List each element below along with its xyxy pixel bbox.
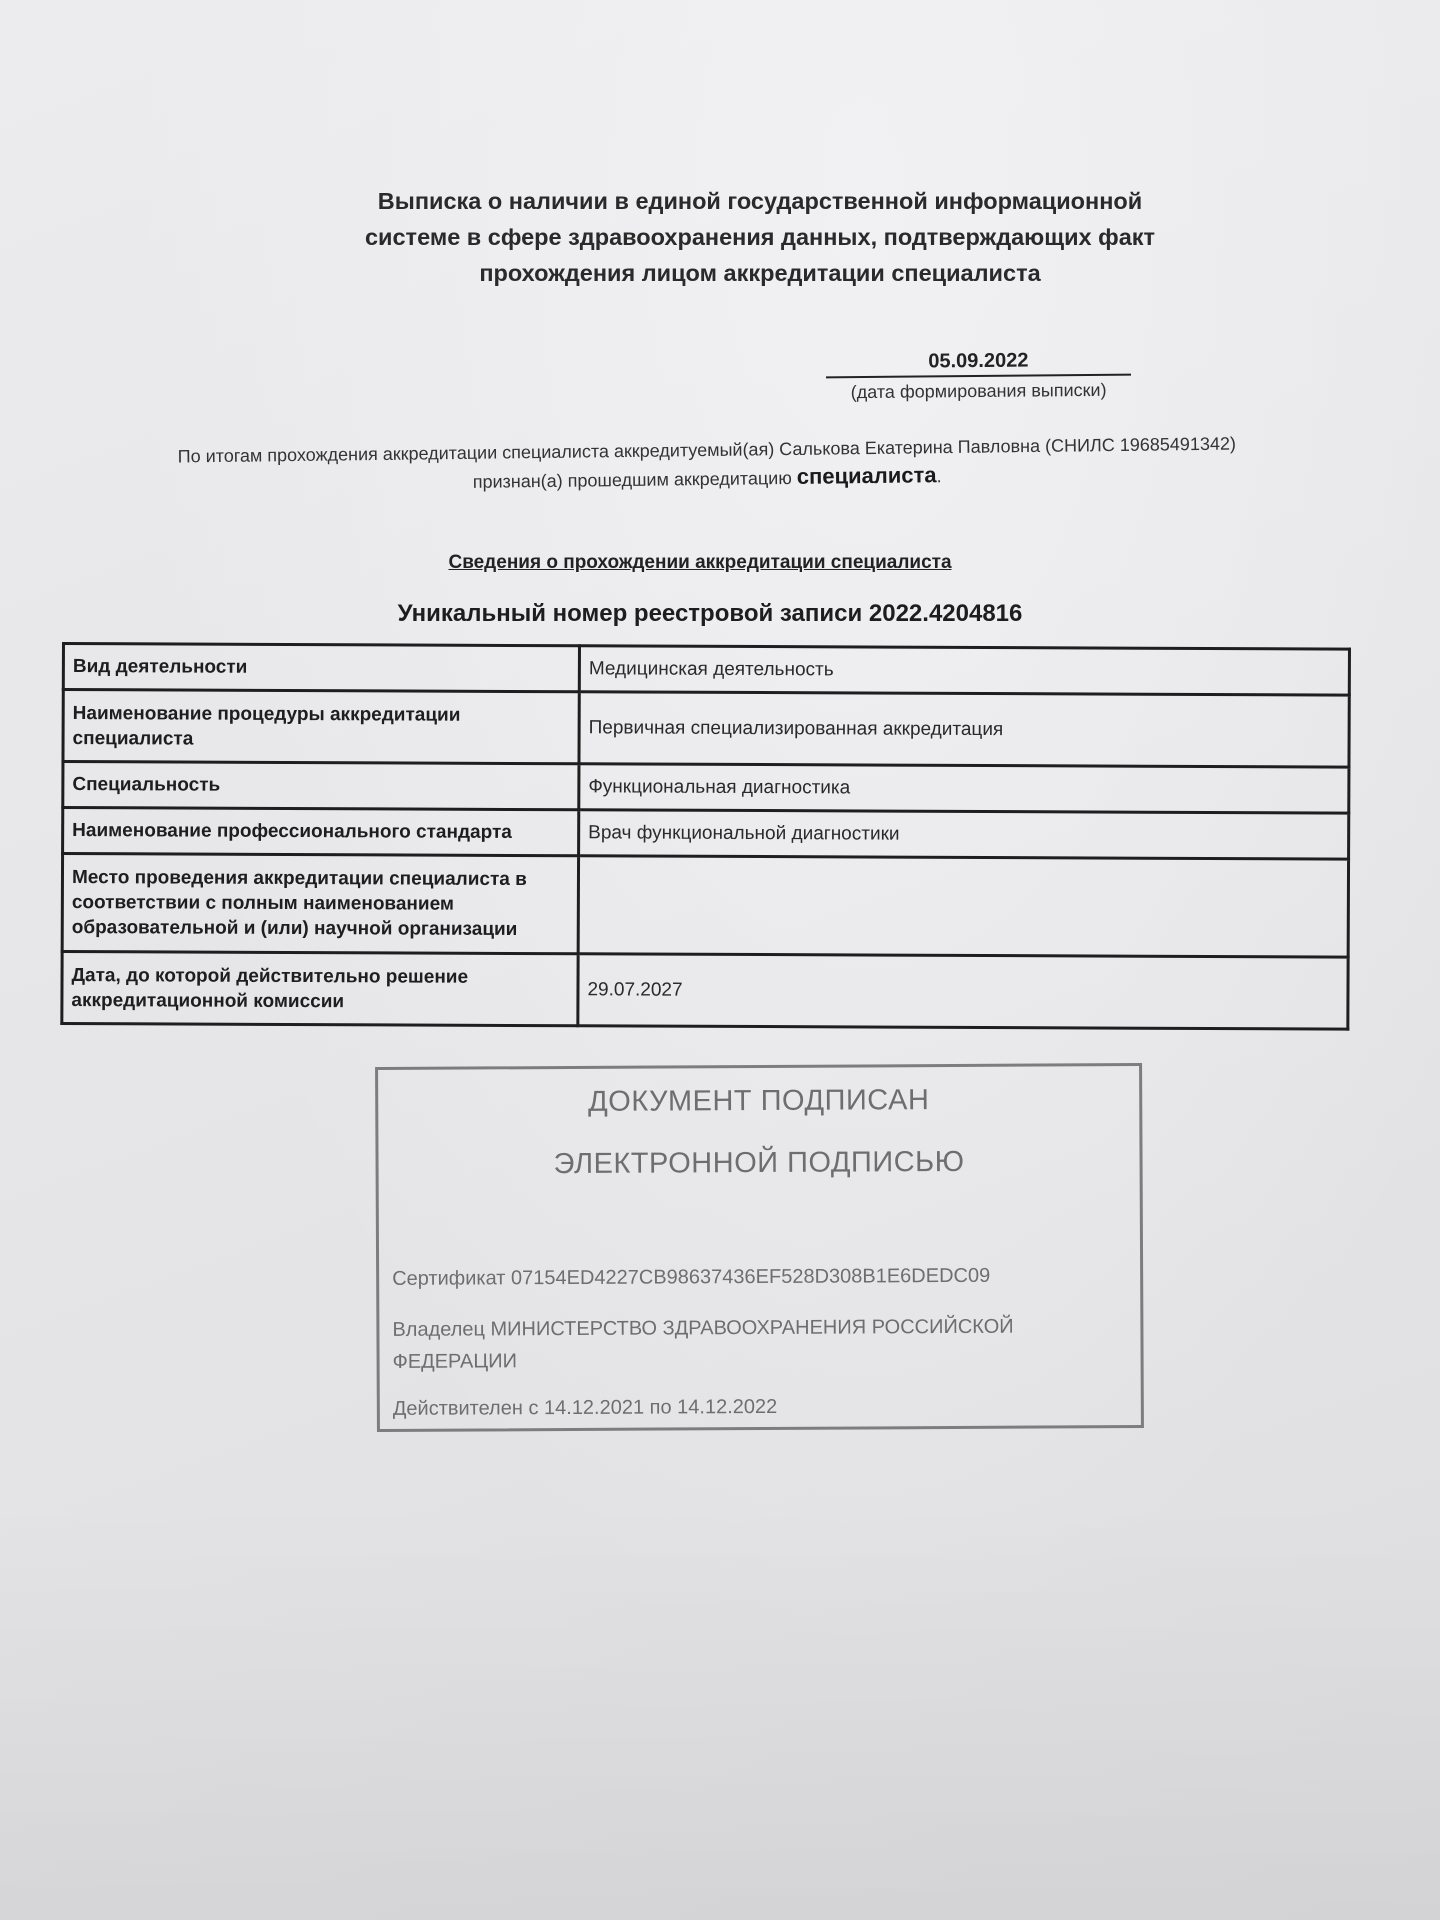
row-label: Место проведения аккредитации специалиста в соответствии с полным наименованием образовательной и (или) научной организации <box>62 854 578 954</box>
accreditation-table-wrap <box>60 642 1351 1031</box>
row-label: Специальность <box>63 762 579 810</box>
row-value: Врач функциональной диагностики <box>579 810 1349 859</box>
document-title <box>240 183 1280 291</box>
intro-line-1: По итогам прохождения аккредитации специалиста аккредитуемый(ая) Салькова Екатерина Павловна (СНИЛС 19685491342) <box>177 433 1237 467</box>
row-label: Наименование профессионального стандарта <box>63 808 579 856</box>
stamp-certificate: Сертификат 07154ED4227CB98637436EF528D308B1E6DEDC09 <box>392 1264 991 1290</box>
table-row <box>63 690 1349 768</box>
row-value: Функциональная диагностика <box>579 764 1349 813</box>
section-heading: Сведения о прохождении аккредитации специалиста <box>448 552 952 573</box>
row-label: Наименование процедуры аккредитации специалиста <box>63 690 579 764</box>
stamp-validity: Действителен с 14.12.2021 по 14.12.2022 <box>392 1395 778 1420</box>
accreditation-table <box>60 642 1351 1031</box>
intro-paragraph <box>72 428 1343 501</box>
intro-line-2-suffix: . <box>936 466 942 487</box>
table-row <box>63 644 1349 696</box>
stamp-heading-line-2: ЭЛЕКТРОННОЙ ПОДПИСЬЮ <box>553 1145 965 1181</box>
issue-date-caption: (дата формирования выписки) <box>850 379 1107 403</box>
table-row <box>63 762 1349 814</box>
row-label: Дата, до которой действительно решение аккредитационной комиссии <box>62 952 578 1026</box>
intro-line-2-prefix: признан(а) прошедшим аккредитацию <box>472 467 792 492</box>
row-value: Медицинская деятельность <box>579 646 1349 695</box>
issue-date: 05.09.2022 <box>826 347 1131 379</box>
title-line: Выписка о наличии в единой государственной информационной <box>377 188 1143 214</box>
stamp-owner: Владелец МИНИСТЕРСТВО ЗДРАВООХРАНЕНИЯ РОССИЙСКОЙ ФЕДЕРАЦИИ <box>392 1315 1014 1373</box>
table-row <box>62 952 1348 1030</box>
electronic-signature-stamp <box>375 1063 1144 1432</box>
row-value: Первичная специализированная аккредитация <box>579 692 1349 767</box>
title-line: прохождения лицом аккредитации специалиста <box>479 260 1041 286</box>
issue-date-block <box>826 347 1131 406</box>
table-row <box>63 808 1349 860</box>
title-line: системе в сфере здравоохранения данных, подтверждающих факт <box>364 224 1156 250</box>
row-label: Вид деятельности <box>63 644 579 692</box>
paper-shadow <box>0 1500 1440 1920</box>
stamp-heading-line-1: ДОКУМЕНТ ПОДПИСАН <box>588 1084 930 1118</box>
row-value <box>578 856 1348 957</box>
registry-number: Уникальный номер реестровой записи 2022.4204816 <box>397 600 1023 627</box>
row-value: 29.07.2027 <box>578 954 1348 1029</box>
table-row <box>62 854 1348 958</box>
intro-line-2-emphasis: специалиста <box>796 462 937 489</box>
